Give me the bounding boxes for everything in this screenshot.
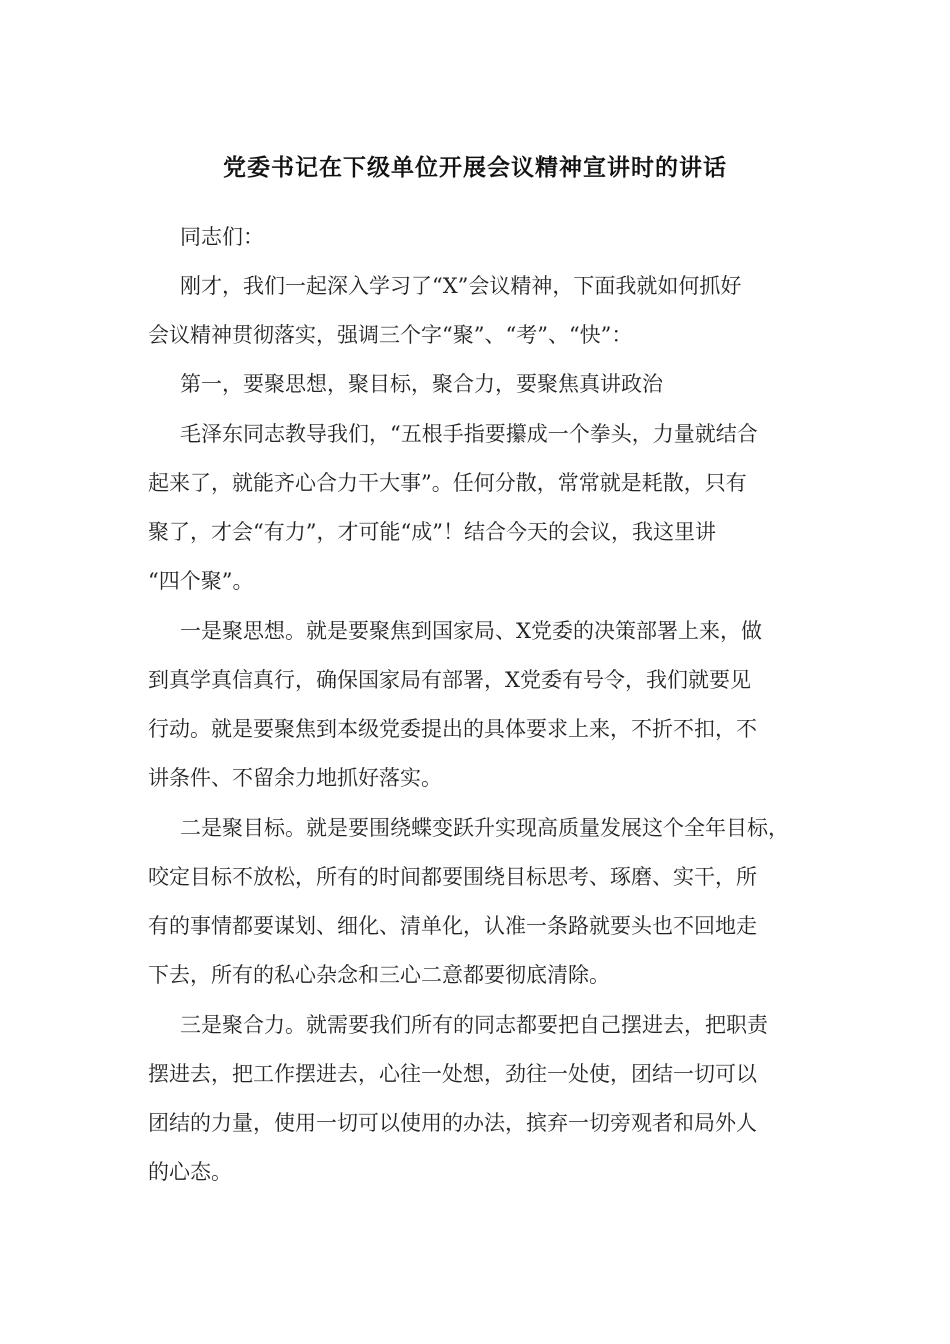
body-line: “四个聚”。 [148, 569, 254, 593]
body-line: 的心态。 [148, 1160, 232, 1184]
section-heading-line: 第一，要聚思想，聚目标，聚合力，要聚焦真讲政治 [180, 372, 663, 396]
body-line: 会议精神贯彻落实，强调三个字“聚”、“考”、“快”： [148, 323, 633, 347]
body-line: 咬定目标不放松，所有的时间都要围绕目标思考、琢磨、实干，所 [148, 865, 757, 889]
body-line: 讲条件、不留余力地抓好落实。 [148, 766, 442, 790]
body-line: 毛泽东同志教导我们，“五根手指要攥成一个拳头，力量就结合 [180, 422, 758, 446]
body-line: 二是聚目标。就是要围绕蝶变跃升实现高质量发展这个全年目标， [180, 816, 789, 840]
body-line: 有的事情都要谋划、细化、清单化，认准一条路就要头也不回地走 [148, 914, 757, 938]
document-title: 党委书记在下级单位开展会议精神宣讲时的讲话 [223, 155, 727, 181]
body-line: 到真学真信真行，确保国家局有部署，X党委有号令，我们就要见 [148, 668, 751, 692]
body-line: 下去，所有的私心杂念和三心二意都要彻底清除。 [148, 963, 610, 987]
body-line: 一是聚思想。就是要聚焦到国家局、X党委的决策部署上来，做 [180, 619, 762, 643]
body-line: 三是聚合力。就需要我们所有的同志都要把自己摆进去，把职责 [180, 1013, 768, 1037]
body-line: 行动。就是要聚焦到本级党委提出的具体要求上来，不折不扣，不 [148, 717, 757, 741]
salutation-line: 同志们： [180, 225, 264, 249]
body-line: 团结的力量，使用一切可以使用的办法，摈弃一切旁观者和局外人 [148, 1111, 757, 1135]
body-line: 聚了，才会“有力”，才可能“成”！结合今天的会议，我这里讲 [148, 520, 716, 544]
body-line: 摆进去，把工作摆进去，心往一处想，劲往一处使，团结一切可以 [148, 1062, 757, 1086]
body-line: 刚才，我们一起深入学习了“X”会议精神，下面我就如何抓好 [180, 274, 742, 298]
body-line: 起来了，就能齐心合力干大事”。任何分散，常常就是耗散，只有 [148, 471, 747, 495]
